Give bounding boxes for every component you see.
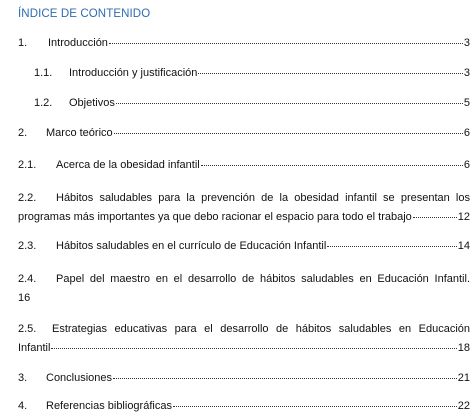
toc-entry-2-1[interactable]: [18, 158, 470, 172]
dot-leader: [173, 406, 457, 407]
toc-entry-text-line2: programas más importantes ya que debo racionar el espacio para todo el trabajo: [18, 211, 412, 223]
toc-entry-2-3[interactable]: [18, 239, 470, 253]
toc-entry-page: 21: [457, 372, 470, 384]
dot-leader: [113, 378, 457, 379]
dot-leader: [116, 103, 463, 104]
toc-entry-number: 1.1.: [34, 67, 53, 79]
toc-entry-number: 2.2.: [18, 192, 37, 204]
toc-entry-4[interactable]: [18, 399, 470, 413]
toc-entry-page: 14: [457, 240, 470, 252]
toc-entry-number: 2.4.: [18, 273, 37, 285]
toc-entry-number: 2.1.: [18, 159, 37, 171]
toc-entry-2-4[interactable]: [18, 270, 470, 308]
toc-title: ÍNDICE DE CONTENIDO: [18, 8, 151, 20]
toc-entry-page: 18: [457, 342, 470, 354]
toc-entry-2-5[interactable]: [18, 320, 470, 358]
toc-entry-text-line2: Infantil: [18, 342, 51, 354]
toc-entry-2[interactable]: [18, 126, 470, 140]
toc-entry-number: 2.: [18, 127, 28, 139]
toc-entry-number: 2.5.: [18, 323, 37, 335]
toc-entry-text-line1: Estrategias educativas para el desarrollo de hábitos saludables en Educación: [52, 323, 470, 335]
toc-entry-text-line1: Papel del maestro en el desarrollo de hábitos saludables en Educación Infantil.: [56, 273, 470, 285]
toc-entry-page: 6: [463, 127, 470, 139]
toc-entry-number: 3.: [18, 372, 28, 384]
toc-entry-page: 22: [457, 400, 470, 412]
toc-entry-page: 12: [457, 211, 470, 223]
toc-entry-number: 4.: [18, 400, 28, 412]
toc-entry-page: 5: [463, 97, 470, 109]
dot-leader: [201, 165, 463, 166]
toc-entry-text: Conclusiones: [46, 372, 113, 384]
toc-entry-1-2[interactable]: [18, 96, 470, 110]
toc-entry-page: 6: [463, 159, 470, 171]
toc-entry-number: 2.3.: [18, 240, 37, 252]
toc-entry-text: Introducción: [48, 37, 108, 49]
toc-entry-page: 16: [18, 292, 31, 304]
toc-entry-2-2[interactable]: [18, 189, 470, 227]
toc-entry-text: Referencias bibliográficas: [46, 400, 172, 412]
toc-entry-1[interactable]: [18, 36, 470, 50]
toc-entry-text-line1: Hábitos saludables para la prevención de la obesidad infantil se presentan los: [56, 192, 470, 204]
dot-leader: [413, 217, 457, 218]
dot-leader: [327, 246, 456, 247]
toc-entry-text: Objetivos: [69, 97, 115, 109]
toc-entry-1-1[interactable]: [18, 66, 470, 80]
toc-entry-text: Introducción y justificación: [69, 67, 198, 79]
toc-entry-page: 3: [463, 67, 470, 79]
toc-entry-3[interactable]: [18, 371, 470, 385]
toc-entry-text: Acerca de la obesidad infantil: [56, 159, 200, 171]
toc-entry-number: 1.: [18, 37, 28, 49]
dot-leader: [198, 73, 462, 74]
dot-leader: [109, 43, 463, 44]
toc-entry-text: Marco teórico: [46, 127, 113, 139]
dot-leader: [51, 348, 456, 349]
dot-leader: [114, 133, 463, 134]
toc-entry-text: Hábitos saludables en el currículo de Educación Infantil: [56, 240, 327, 252]
toc-entry-page: 3: [463, 37, 470, 49]
toc-entry-number: 1.2.: [34, 97, 53, 109]
